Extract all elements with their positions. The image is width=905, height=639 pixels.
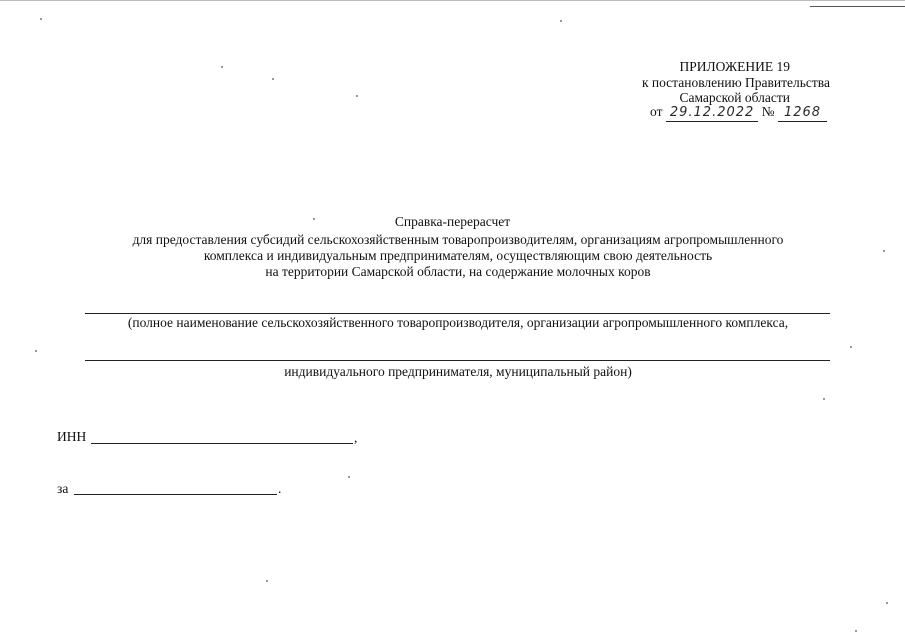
title-line-3: комплекса и индивидуальным предпринимателям, осуществляющим свою деятельность xyxy=(203,248,713,263)
period-label: за xyxy=(57,481,69,496)
scan-speck xyxy=(823,398,825,400)
scan-speck xyxy=(883,250,885,252)
resolution-date-line xyxy=(650,104,827,122)
period-field-line[interactable] xyxy=(74,494,277,495)
org-name-caption-1: (полное наименование сельскохозяйственного товаропроизводителя, организации агропромышленного комплекса, xyxy=(127,315,789,330)
scan-speck xyxy=(886,602,888,604)
scan-speck xyxy=(560,20,562,22)
inn-label: ИНН xyxy=(57,429,87,444)
period-suffix: . xyxy=(278,481,282,496)
org-name-line-1 xyxy=(85,313,830,314)
number-sign: № xyxy=(761,104,775,119)
title-line-2: для предоставления субсидий сельскохозяйственным товаропроизводителям, организациям агропромышленного xyxy=(132,232,784,247)
scan-speck xyxy=(356,95,358,97)
scan-speck xyxy=(272,78,274,80)
scan-speck xyxy=(35,350,37,352)
inn-field-line[interactable] xyxy=(91,443,353,444)
scan-speck xyxy=(221,66,223,68)
region-name: Самарской области xyxy=(679,90,790,105)
handwritten-number: 1268 xyxy=(778,105,827,122)
scan-edge-right-mark xyxy=(810,6,905,7)
scan-edge-top xyxy=(0,0,905,1)
date-prefix: от xyxy=(650,104,663,119)
scan-speck xyxy=(855,630,857,632)
handwritten-date: 29.12.2022 xyxy=(666,105,758,122)
scan-speck xyxy=(40,18,42,20)
scan-speck xyxy=(850,346,852,348)
title-line-4: на территории Самарской области, на содержание молочных коров xyxy=(265,264,651,279)
inn-suffix: , xyxy=(354,430,358,445)
org-name-caption-2: индивидуального предпринимателя, муниципальный район) xyxy=(284,364,632,379)
document-title: Справка-перерасчет xyxy=(394,214,511,229)
org-name-line-2 xyxy=(85,360,830,361)
scan-speck xyxy=(313,218,315,220)
scan-speck xyxy=(266,580,268,582)
resolution-reference: к постановлению Правительства xyxy=(641,75,830,90)
scan-speck xyxy=(348,476,350,478)
appendix-number: ПРИЛОЖЕНИЕ 19 xyxy=(679,59,790,74)
